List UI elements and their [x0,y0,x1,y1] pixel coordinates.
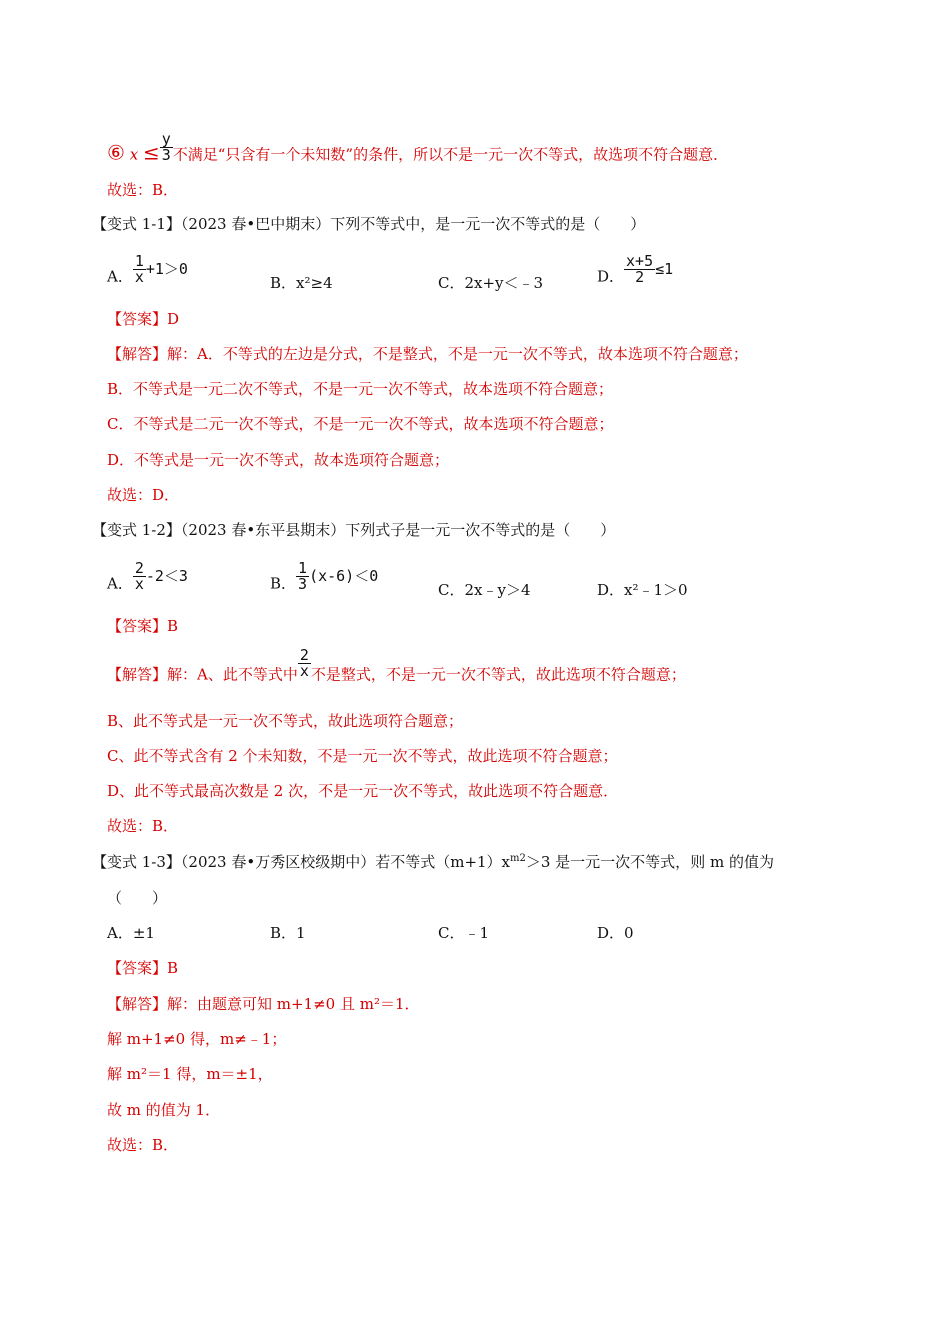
q3-solution-1: 【解答】解：由题意可知 m+1≠0 且 m²＝1． [107,995,420,1013]
var-x: x [129,145,139,164]
q3-solution-3: 解 m²＝1 得，m＝±1， [107,1065,273,1083]
q1-solution-4: D．不等式是一元一次不等式，故本选项符合题意； [107,451,450,469]
frac-den: 3 [161,146,171,164]
q1-answer: 【答案】D [107,310,180,328]
q1-option-b: B．x²≥4 [270,274,333,292]
q2-a-rest: -2＜3 [145,566,188,585]
q1-a-fraction [133,254,146,285]
q2-title: 【变式 1-2】（2023 春•东平县期末）下列式子是一元一次不等式的是（ ） [92,521,616,539]
q1-title: 【变式 1-1】（2023 春•巴中期末）下列不等式中，是一元一次不等式的是（ ） [92,215,646,233]
frac-den: x [134,575,144,593]
q3-title-exponent: m2 [510,853,526,864]
q2-solution-3: C、此不等式含有 2 个未知数，不是一元一次不等式，故此选项不符合题意； [107,747,618,765]
top-conclusion: 故选：B． [107,181,179,199]
q2-option-b [270,559,379,600]
q2-b-label: B． [270,574,297,593]
q2-solution-1 [107,646,686,691]
q2-b-fraction [296,561,309,592]
frac-num: 1 [298,559,308,577]
q2-conclusion: 故选：B． [107,817,179,835]
q2-option-a [107,559,188,600]
frac-den: 2 [635,268,645,286]
q3-paren: （ ） [107,889,168,907]
frac-num: y [161,130,171,148]
q3-title-post: ＞3 是一元一次不等式，则 m 的值为 [525,853,774,871]
q1-d-rest: ≤1 [655,259,674,278]
q3-solution-4: 故 m 的值为 1． [107,1101,221,1119]
q2-solution-4: D、此不等式最高次数是 2 次，不是一元一次不等式，故此选项不符合题意． [107,782,619,800]
q1-d-label: D． [597,267,625,286]
q1-solution-2: B．不等式是一元二次不等式，不是一元一次不等式，故本选项不符合题意； [107,380,614,398]
q2-b-rest: (x-6)＜0 [309,566,379,585]
q1-option-c: C．2x+y＜﹣3 [438,274,544,292]
q2-a-fraction [133,561,146,592]
q3-conclusion: 故选：B． [107,1136,179,1154]
circled-six: ⑥ [107,140,125,165]
q1-d-fraction [624,254,655,285]
q3-option-b: B．1 [270,924,306,942]
item-6-line [107,130,729,171]
item-6-text: 不满足“只含有一个未知数”的条件，所以不是一元一次不等式，故选项不符合题意． [172,145,729,164]
frac-num: 2 [299,646,309,664]
q2-option-c: C．2x﹣y＞4 [438,581,531,599]
rel-sign: ≤ [142,140,160,165]
q3-option-a: A．±1 [107,924,155,942]
q1-conclusion: 故选：D． [107,486,180,504]
frac-num: 2 [134,559,144,577]
q2-answer: 【答案】B [107,617,179,635]
q2-option-d: D．x²﹣1＞0 [597,581,688,599]
q3-answer: 【答案】B [107,959,179,977]
q3-option-d: D．0 [597,924,634,942]
q1-solution-1: 【解答】解：A．不等式的左边是分式，不是整式，不是一元一次不等式，故本选项不符合题意； [107,345,748,363]
frac-den: x [134,268,144,286]
fraction-y-over-3 [160,132,173,163]
frac-den: x [299,662,309,680]
q2-sol1-pre: 【解答】解：A、此不等式中 [107,665,298,684]
q3-title-pre: 【变式 1-3】（2023 春•万秀区校级期中）若不等式（m+1）x [92,853,511,871]
q1-option-d [597,252,674,293]
q2-sol1-fraction [298,648,311,679]
frac-num: x+5 [626,252,654,270]
q1-solution-3: C．不等式是二元一次不等式，不是一元一次不等式，故本选项不符合题意； [107,415,614,433]
q3-solution-2: 解 m+1≠0 得，m≠﹣1； [107,1030,287,1048]
q2-sol1-post: 不是整式，不是一元一次不等式，故此选项不符合题意； [310,665,686,684]
frac-den: 3 [298,575,308,593]
q3-option-c: C．﹣1 [438,924,490,942]
q1-option-a [107,252,188,293]
q2-a-label: A． [107,574,133,593]
frac-num: 1 [134,252,144,270]
q1-a-label: A． [107,267,133,286]
q1-a-rest: +1＞0 [145,259,188,278]
q2-solution-2: B、此不等式是一元一次不等式，故此选项符合题意； [107,712,464,730]
q3-title [92,852,774,872]
